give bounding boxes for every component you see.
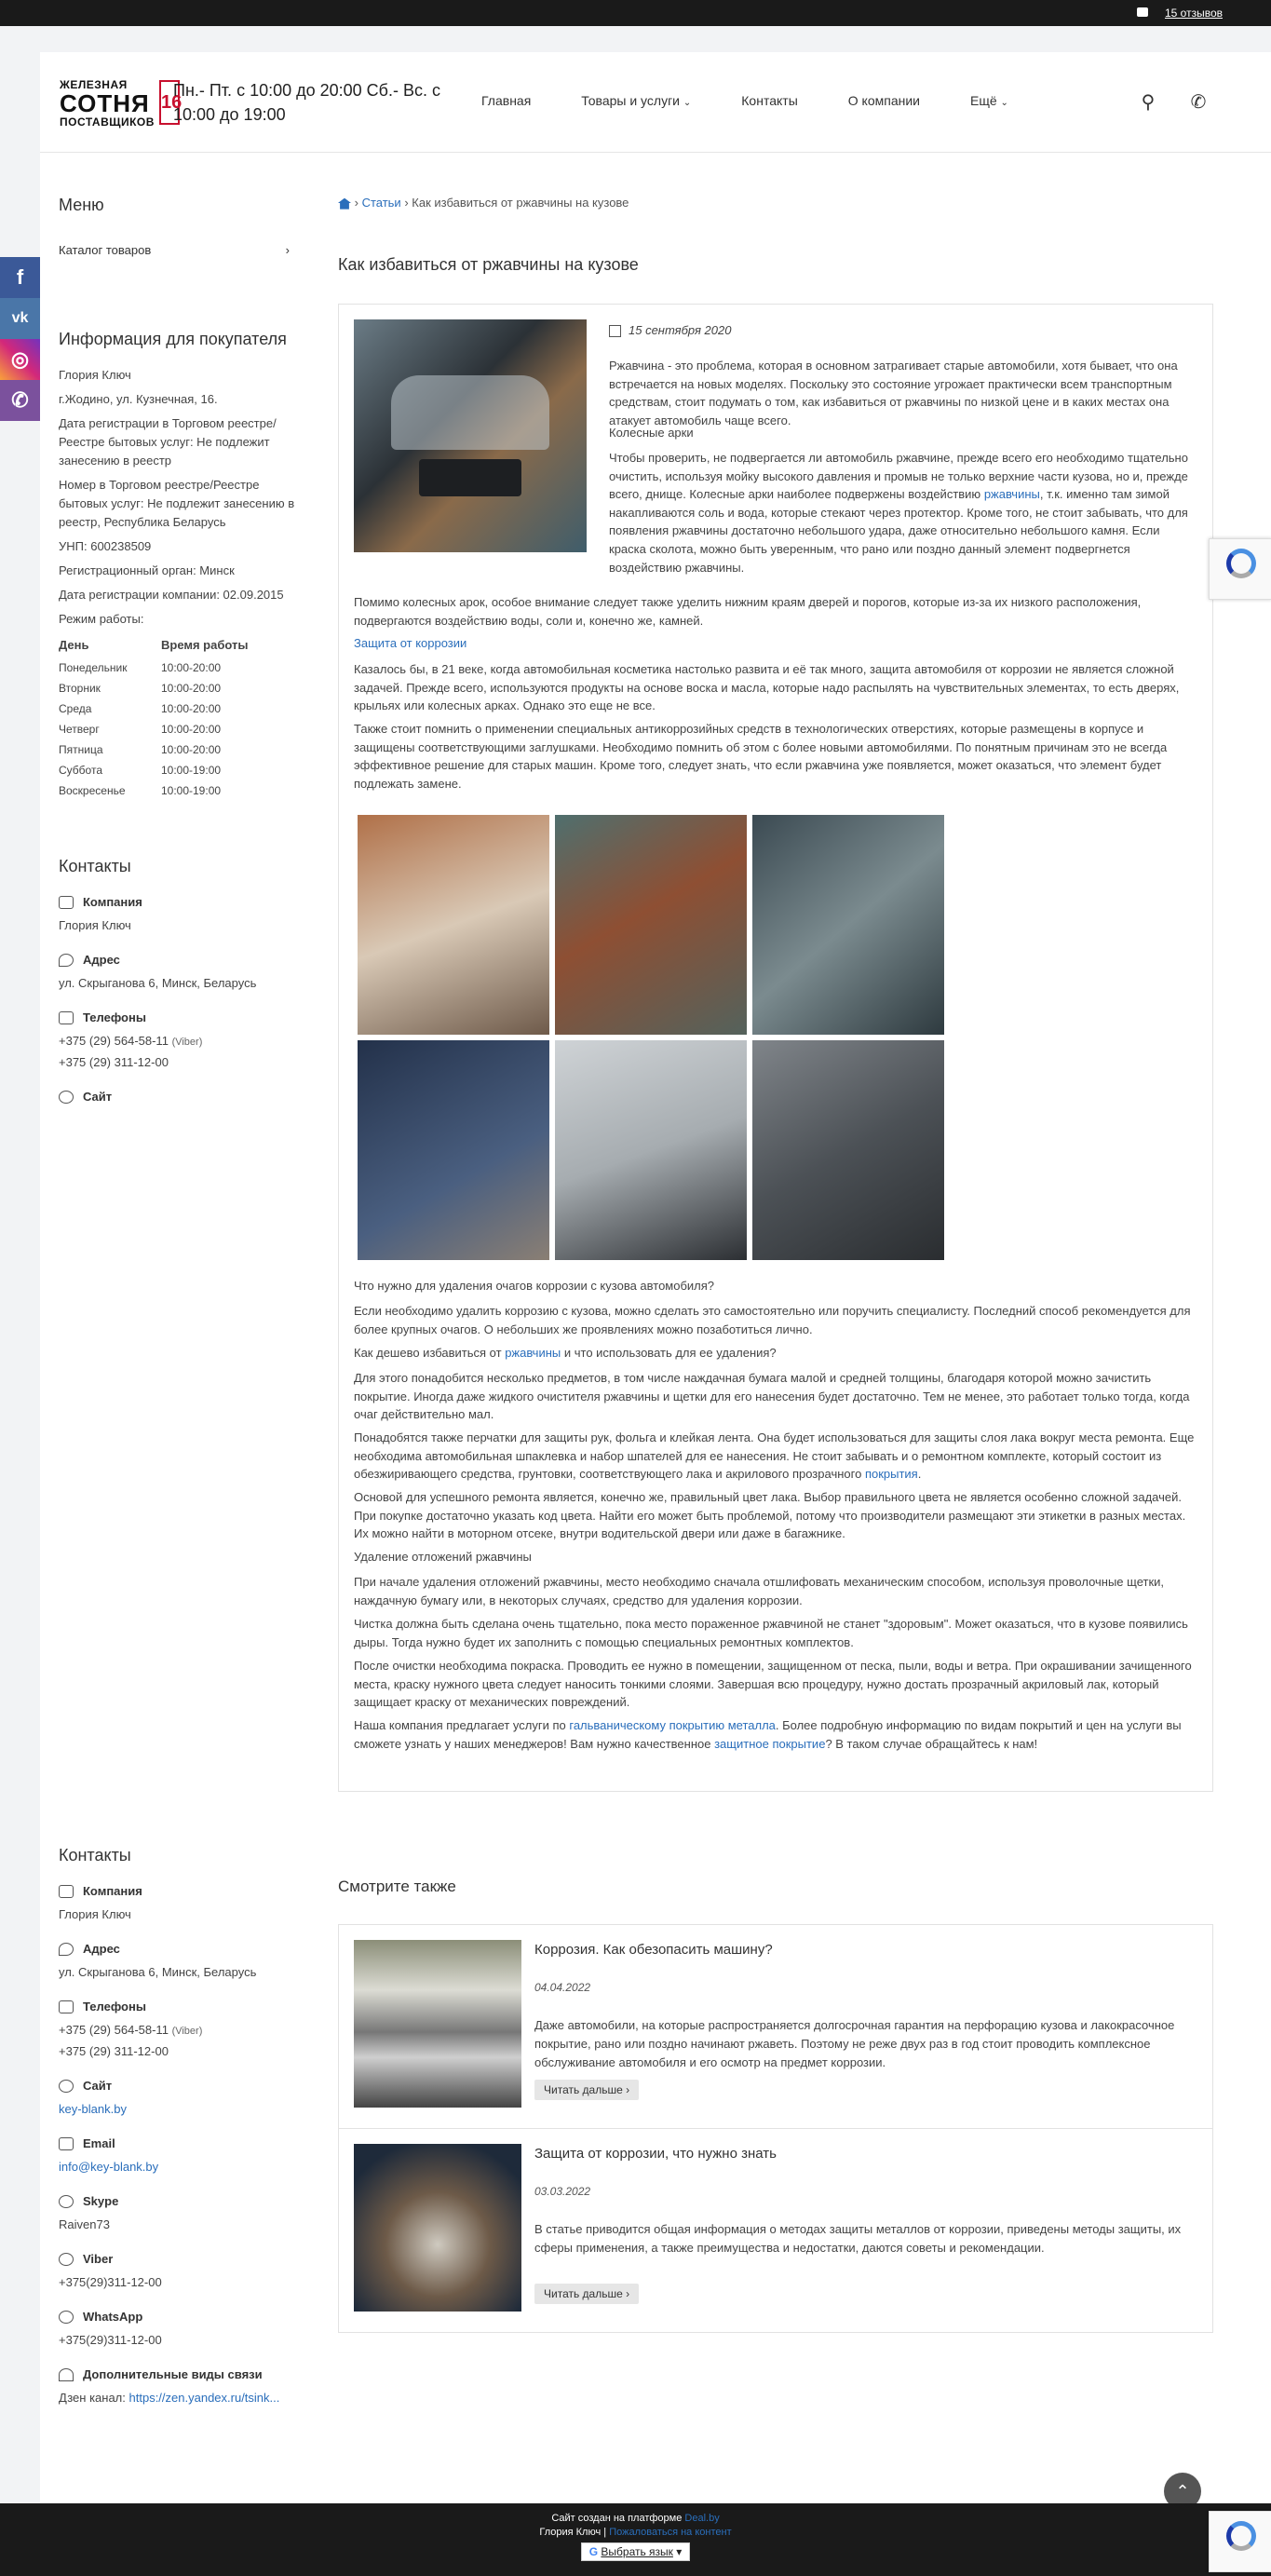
header bbox=[40, 52, 1271, 153]
related-date: 04.04.2022 bbox=[534, 1981, 591, 1994]
recaptcha-badge[interactable] bbox=[1209, 538, 1271, 600]
email-label bbox=[59, 2136, 310, 2150]
address-value: ул. Скрыганова 6, Минск, Беларусь bbox=[59, 1965, 257, 1979]
schedule-table bbox=[59, 634, 291, 801]
time: 10:00-20:00 bbox=[160, 682, 222, 695]
search-icon[interactable]: ⚲ bbox=[1141, 92, 1156, 113]
viber-note: (Viber) bbox=[171, 1037, 203, 1048]
nav-more[interactable] bbox=[970, 93, 1008, 108]
info-title: Информация для покупателя bbox=[59, 330, 287, 348]
wifi-icon bbox=[59, 2368, 74, 2381]
day: Понедельник bbox=[59, 661, 128, 674]
article-date bbox=[609, 323, 731, 337]
read-more-label: Читать дальше bbox=[544, 2287, 623, 2300]
info-line: г.Жодино, ул. Кузнечная, 16. bbox=[59, 392, 218, 406]
paragraph: Казалось бы, в 21 веке, когда автомобильная косметика настолько развита и её так много, защита автомобиля от коррозии не является сложной задачей. Прежде всего, используются продукты на основе воска и масла, которые надо распылять на чувствительных элементах, то есть дверях, крыльях или колесных арках. Однако это еще не все. bbox=[354, 662, 1180, 713]
gallery-image[interactable] bbox=[358, 1040, 549, 1260]
phones-label bbox=[59, 1010, 310, 1024]
time: 10:00-19:00 bbox=[160, 764, 222, 777]
p2-text-b: , т.к. именно там зимой накапливаются соль и вода, которые стекают через протектор. Кроме того, не стоит забывать, что для появления ржавчины достаточно небольшого удара, даже относительно небольшого камня. Если краска сколота, можно быть уверенным, что рано или поздно данный элемент подвергнется воздействию ржавчины. bbox=[609, 487, 1188, 575]
logo-number: 16 bbox=[159, 80, 180, 125]
company-label bbox=[59, 895, 310, 909]
logo[interactable] bbox=[60, 78, 183, 132]
viber-note: (Viber) bbox=[171, 2026, 203, 2037]
sidebar bbox=[59, 196, 310, 1104]
logo-line3: ПОСТАВЩИКОВ bbox=[60, 115, 155, 129]
zen-row bbox=[59, 2390, 310, 2407]
vk-icon[interactable]: vk bbox=[0, 298, 40, 339]
table-row bbox=[59, 698, 291, 719]
skype-value: Raiven73 bbox=[59, 2217, 110, 2231]
gallery-image[interactable] bbox=[555, 815, 747, 1035]
skype-label-text: Skype bbox=[83, 2194, 119, 2208]
contacts-title: Контакты bbox=[59, 857, 131, 875]
nav-products[interactable] bbox=[581, 93, 691, 108]
phone1[interactable] bbox=[59, 1033, 310, 1051]
company-label bbox=[59, 1884, 310, 1898]
galvanic-link[interactable]: гальваническому покрытию металла bbox=[569, 1718, 776, 1732]
nav-about[interactable]: О компании bbox=[847, 93, 920, 108]
phone1-value: +375 (29) 564-58-11 bbox=[59, 2023, 169, 2037]
read-more-button[interactable]: Читать дальше › bbox=[534, 2080, 639, 2100]
catalog-label: Каталог товаров bbox=[59, 243, 152, 257]
table-row bbox=[59, 678, 291, 698]
nav-more-label: Ещё bbox=[969, 93, 997, 108]
paragraph bbox=[354, 1716, 1196, 1753]
site-label bbox=[59, 2079, 310, 2093]
whatsapp-label bbox=[59, 2310, 310, 2324]
zen-link[interactable]: https://zen.yandex.ru/tsink... bbox=[128, 2391, 280, 2405]
chevron-right-icon: › bbox=[285, 243, 290, 257]
email-label-text: Email bbox=[83, 2136, 115, 2150]
working-hours: Пн.- Пт. с 10:00 до 20:00 Сб.- Вс. с 10:00 до 19:00 bbox=[173, 81, 440, 124]
contacts-bottom bbox=[59, 1838, 310, 2407]
page bbox=[40, 52, 1271, 2503]
paragraph: Чистка должна быть сделана очень тщательно, пока место пораженное ржавчиной не станет "здоровым". Может оказаться, что в кузове появились дыры. Тогда нужно будет их заполнить с помощью специальных ремонтных комплектов. bbox=[354, 1617, 1188, 1649]
paragraph: После очистки необходима покраска. Проводить ее нужно в помещении, защищенном от песка, пыли, воды и ветра. При окрашивании зачищенного места, краску нужного цвета следует наносить тонкими слоями. Завершая всю процедуру, нужно достать прозрачный акриловый лак, который защищает краску от механических повреждений. bbox=[354, 1659, 1192, 1710]
viber-value: +375(29)311-12-00 bbox=[59, 2275, 162, 2289]
time: 10:00-20:00 bbox=[160, 702, 222, 715]
chevron-down-icon: ⌄ bbox=[683, 98, 692, 108]
paragraph: Также стоит помнить о применении специальных антикоррозийных средств в технологических отверстиях, которые размещены в корпусе и защищены соответствующими заглушками. Необходимо помнить об этом с более новыми автомобилями. По понятным причинам это не всегда эффективное решение для старых машин. Кроме того, следует знать, что если ржавчина уже появляется, может оказаться, что элемент будет подлежать замене. bbox=[354, 722, 1168, 791]
site-label-text: Сайт bbox=[83, 1090, 113, 1104]
table-row bbox=[59, 760, 291, 780]
address-value: ул. Скрыганова 6, Минск, Беларусь bbox=[59, 976, 257, 990]
related-card[interactable] bbox=[338, 2128, 1213, 2333]
instagram-icon[interactable]: ◎ bbox=[0, 339, 40, 380]
phone-icon[interactable]: ✆ bbox=[1190, 92, 1207, 113]
h-cheap-a: Как дешево избавиться от bbox=[354, 1346, 506, 1360]
skype-icon bbox=[59, 2195, 74, 2208]
site-link[interactable]: key-blank.by bbox=[59, 2102, 127, 2116]
related-card[interactable] bbox=[338, 1924, 1213, 2129]
nav-contacts[interactable]: Контакты bbox=[741, 93, 798, 108]
home-icon[interactable] bbox=[338, 198, 351, 210]
menu-title: Меню bbox=[59, 196, 104, 214]
paragraph: Для этого понадобится несколько предметов, в том числе наждачная бумага малой и средней толщины, благодаря которой можно зачистить покрытие. Иногда даже жидкого очистителя ржавчины и щетки для его нанесения будет достаточно. Тем не менее, это работает только тогда, когда очаг действительно мал. bbox=[354, 1371, 1190, 1422]
info-line: Режим работы: bbox=[59, 612, 144, 626]
facebook-icon[interactable]: f bbox=[0, 257, 40, 298]
gallery-image[interactable] bbox=[752, 815, 944, 1035]
p2-text: Чтобы проверить, не подвергается ли автомобиль ржавчине, прежде всего его необходимо тщательно очистить, используя мойку высокого давления и промыв не только верхние части кузова, но и, прежде всего, днище. Колесные арки наиболее подвержены воздействию bbox=[609, 451, 1188, 502]
photo-grid bbox=[358, 815, 950, 1260]
footer bbox=[0, 2503, 1271, 2576]
h-cheap-b: и что использовать для ее удаления? bbox=[561, 1346, 777, 1360]
contacts-title-2: Контакты bbox=[59, 1846, 131, 1864]
language-select[interactable]: G Выбрать язык ▾ bbox=[581, 2542, 691, 2561]
contacts-block bbox=[59, 857, 310, 1104]
calendar-icon bbox=[609, 325, 621, 337]
info-line: УНП: 600238509 bbox=[59, 539, 152, 553]
paragraph bbox=[609, 449, 1196, 576]
subheading: Что нужно для удаления очагов коррозии с кузова автомобиля? bbox=[354, 1279, 715, 1293]
paragraph: Если необходимо удалить коррозию с кузова, можно сделать это самостоятельно или поручить специалисту. Последний способ рекомендуется для более крупных очагов. О небольших же проявлениях можно позаботиться лично. bbox=[354, 1304, 1191, 1336]
coating-link[interactable]: покрытия bbox=[864, 1467, 918, 1482]
day: Воскресенье bbox=[59, 784, 126, 797]
paragraph: Ржавчина - это проблема, которая в основном затрагивает старые автомобили, хотя бывает, что она встречается на новых моделях. Поскольку это состояние угрожает практически всем транспортным средствам, стоит подумать о том, как избавиться от ржавчины по низкой цене и в каких местах она атакует автомобиль чаще всего. bbox=[609, 359, 1178, 427]
p13-b: . Более подробную информацию по видам покрытий и цен на услуги вы сможете узнать у наших менеджеров! Вам нужно качественное bbox=[354, 1718, 1182, 1751]
info-line: Номер в Торговом реестре/Реестре бытовых услуг: Не подлежит занесению в реестр, Республика Беларусь bbox=[59, 478, 295, 529]
main-content bbox=[338, 196, 1213, 1872]
breadcrumb: › Статьи › Как избавиться от ржавчины на кузове bbox=[338, 196, 1213, 210]
footer-line2 bbox=[0, 2524, 1271, 2538]
related-text: Даже автомобили, на которые распространяется долгосрочная гарантия на перфорацию кузова и лакокрасочное покрытие, рано или поздно начинают ржаветь. Поэтому не реже двух раз в год стоит проводить комплексное обслуживание автомобиля и его осмотр на предмет коррозии. bbox=[534, 2018, 1175, 2069]
recaptcha-icon bbox=[1226, 549, 1256, 578]
address-label-text: Адрес bbox=[83, 953, 120, 967]
rust-link-2[interactable]: ржавчины bbox=[505, 1346, 561, 1360]
info-line: Глория Ключ bbox=[59, 368, 131, 382]
mail-icon bbox=[59, 2137, 74, 2150]
address-label bbox=[59, 1942, 310, 1956]
pin-icon bbox=[59, 954, 74, 967]
language-label: Выбрать язык bbox=[601, 2545, 673, 2558]
company-value: Глория Ключ bbox=[59, 918, 131, 932]
skype-label bbox=[59, 2194, 310, 2208]
chevron-down-icon: ⌄ bbox=[1000, 98, 1008, 108]
info-line: Дата регистрации в Торговом реестре/Реестре бытовых услуг: Не подлежит занесению в реестр bbox=[59, 416, 277, 468]
rust-link[interactable]: ржавчины bbox=[983, 487, 1040, 502]
col-time: Время работы bbox=[160, 638, 249, 652]
time: 10:00-20:00 bbox=[160, 661, 222, 674]
viber-label-text: Viber bbox=[83, 2252, 114, 2266]
company-icon bbox=[59, 1885, 74, 1898]
info-line: Регистрационный орган: Минск bbox=[59, 563, 235, 577]
nav-products-label: Товары и услуги bbox=[581, 93, 680, 108]
whatsapp-icon bbox=[59, 2311, 74, 2324]
col-day: День bbox=[59, 638, 89, 652]
email-link[interactable]: info@key-blank.by bbox=[59, 2160, 159, 2174]
time: 10:00-20:00 bbox=[160, 743, 222, 756]
viber-label bbox=[59, 2252, 310, 2266]
table-row bbox=[59, 719, 291, 739]
protective-link[interactable]: защитное покрытие bbox=[714, 1736, 826, 1751]
time: 10:00-20:00 bbox=[160, 723, 222, 736]
scroll-top-button[interactable]: ⌃ bbox=[1164, 2473, 1201, 2510]
read-more-label: Читать дальше bbox=[544, 2083, 623, 2096]
paragraph: Понадобятся также перчатки для защиты рук, фольга и клейкая лента. Она будет использоваться для защиты слоя лака вокруг места ремонта. Еще необходима автомобильная шпаклевка и набор шпателей для ее нанесения. Не стоит забывать и о ремонтном комплекте, который состоит из обезжиривающего средства, грунтовки, соответствующего лака и акрилового прозрачного покрытия. bbox=[354, 1430, 1195, 1482]
phones-label bbox=[59, 2000, 310, 2013]
read-more-button[interactable]: Читать дальше › bbox=[534, 2284, 639, 2304]
platform-link[interactable]: Deal.by bbox=[684, 2513, 720, 2524]
table-row bbox=[59, 739, 291, 760]
pin-icon bbox=[59, 1943, 74, 1956]
related-title[interactable]: Коррозия. Как обезопасить машину? bbox=[534, 1942, 773, 1958]
gallery-image[interactable] bbox=[358, 815, 549, 1035]
address-label-text: Адрес bbox=[83, 1942, 120, 1956]
phones-label-text: Телефоны bbox=[83, 1010, 146, 1024]
phones-label-text: Телефоны bbox=[83, 2000, 146, 2013]
protection-link[interactable]: Защита от коррозии bbox=[354, 636, 467, 650]
contacts-block-2 bbox=[59, 1846, 310, 2407]
gallery-image[interactable] bbox=[555, 1040, 747, 1260]
day: Пятница bbox=[59, 743, 103, 756]
viber-icon bbox=[59, 2253, 74, 2266]
main-nav bbox=[481, 93, 1059, 108]
whatsapp-label-text: WhatsApp bbox=[83, 2310, 143, 2324]
phone2[interactable]: +375 (29) 311-12-00 bbox=[59, 1055, 169, 1069]
zen-label: Дзен канал: bbox=[59, 2391, 126, 2405]
footer-company: Глория Ключ | bbox=[539, 2527, 610, 2538]
subheading: Колесные арки bbox=[609, 426, 694, 440]
footer-text: Сайт создан на платформе bbox=[551, 2513, 685, 2524]
extra-label-text: Дополнительные виды связи bbox=[83, 2367, 263, 2381]
day: Суббота bbox=[59, 764, 102, 777]
phone-icon bbox=[59, 2000, 74, 2013]
article-image[interactable] bbox=[354, 319, 587, 552]
recaptcha-badge[interactable] bbox=[1209, 2511, 1271, 2572]
complain-link[interactable]: Пожаловаться на контент bbox=[609, 2527, 732, 2538]
paragraph: При начале удаления отложений ржавчины, место необходимо сначала отшлифовать механическим способом, используя проволочные щетки, наждачную бумагу или, в некоторых случаях, средство для удаления коррозии. bbox=[354, 1575, 1165, 1607]
whatsapp-value: +375(29)311-12-00 bbox=[59, 2333, 162, 2347]
address-label bbox=[59, 953, 310, 967]
related-image[interactable] bbox=[354, 2144, 521, 2312]
recaptcha-icon bbox=[1226, 2521, 1256, 2551]
company-label-text: Компания bbox=[83, 895, 142, 909]
day: Вторник bbox=[59, 682, 101, 695]
reviews-link[interactable]: 15 отзывов bbox=[1164, 7, 1223, 20]
table-row bbox=[59, 658, 291, 678]
google-icon: G bbox=[588, 2545, 599, 2558]
footer-line1 bbox=[0, 2503, 1271, 2524]
phone-icon bbox=[59, 1011, 74, 1024]
globe-icon bbox=[59, 2080, 74, 2093]
day: Четверг bbox=[59, 723, 100, 736]
table-row bbox=[59, 780, 291, 801]
logo-line1: ЖЕЛЕЗНАЯ bbox=[60, 78, 128, 91]
p13-a: Наша компания предлагает услуги по bbox=[354, 1718, 570, 1732]
gallery-image[interactable] bbox=[752, 1040, 944, 1260]
company-icon bbox=[59, 896, 74, 909]
viber-icon[interactable]: ✆ bbox=[0, 380, 40, 421]
paragraph: Основой для успешного ремонта является, конечно же, правильный цвет лака. Выбор правильного цвета не является особенно сложной задачей. При покупке достаточно указать код цвета. Найти его может быть проблемой, потому что производители размещают эти этикетки в разных местах. Их можно найти в моторном отсеке, внутри водительской двери или даже в багажнике. bbox=[354, 1490, 1186, 1541]
catalog-link[interactable] bbox=[59, 243, 290, 257]
p13-c: ? В таком случае обращайтесь к нам! bbox=[825, 1736, 1038, 1751]
see-also bbox=[338, 1878, 1213, 2399]
subheading bbox=[354, 1344, 777, 1363]
company-value: Глория Ключ bbox=[59, 1907, 131, 1921]
related-date: 03.03.2022 bbox=[534, 2185, 591, 2198]
phone1[interactable] bbox=[59, 2022, 310, 2040]
top-bar bbox=[0, 0, 1271, 26]
phone1-value: +375 (29) 564-58-11 bbox=[59, 1034, 169, 1048]
crumb-current: Как избавиться от ржавчины на кузове bbox=[412, 196, 629, 210]
p8-text: Понадобятся также перчатки для защиты рук, фольга и клейкая лента. Она будет использоваться для защиты слоя лака вокруг места ремонта. Еще необходима автомобильная шпаклевка и набор шпателей для ее нанесения. Не стоит забывать и о ремонтном комплекте, который состоит из обезжиривающего средства, грунтовки, соответствующего лака и акрилового прозрачного bbox=[354, 1430, 1195, 1482]
extra-label bbox=[59, 2367, 310, 2381]
site-label bbox=[59, 1090, 310, 1104]
comment-icon bbox=[1137, 7, 1148, 17]
company-label-text: Компания bbox=[83, 1884, 142, 1898]
buyer-info bbox=[59, 366, 310, 629]
article-box bbox=[338, 304, 1213, 1792]
globe-icon bbox=[59, 1091, 74, 1104]
info-line: Дата регистрации компании: 02.09.2015 bbox=[59, 588, 284, 602]
time: 10:00-19:00 bbox=[160, 784, 222, 797]
social-bar bbox=[0, 257, 40, 421]
page-title: Как избавиться от ржавчины на кузове bbox=[338, 255, 639, 274]
site-label-text: Сайт bbox=[83, 2079, 113, 2093]
logo-line2: СОТНЯ bbox=[60, 89, 150, 117]
related-image[interactable] bbox=[354, 1940, 521, 2108]
see-also-title: Смотрите также bbox=[338, 1878, 456, 1895]
related-title[interactable]: Защита от коррозии, что нужно знать bbox=[534, 2146, 777, 2162]
subheading: Удаление отложений ржавчины bbox=[354, 1550, 532, 1564]
related-text: В статье приводится общая информация о методах защиты металлов от коррозии, приведены методы защиты, их сферы применения, а также преимущества и недостатки, даются советы и рекомендации. bbox=[534, 2222, 1182, 2255]
nav-home[interactable]: Главная bbox=[481, 93, 532, 108]
paragraph: Помимо колесных арок, особое внимание следует также уделить нижним краям дверей и порогов, которые из-за их низкого расположения, подвергаются воздействию воды, соли и, конечно же, камней. bbox=[354, 595, 1142, 628]
crumb-articles[interactable]: Статьи bbox=[361, 196, 401, 210]
date-text: 15 сентября 2020 bbox=[629, 323, 732, 337]
day: Среда bbox=[59, 702, 92, 715]
phone2[interactable]: +375 (29) 311-12-00 bbox=[59, 2044, 169, 2058]
